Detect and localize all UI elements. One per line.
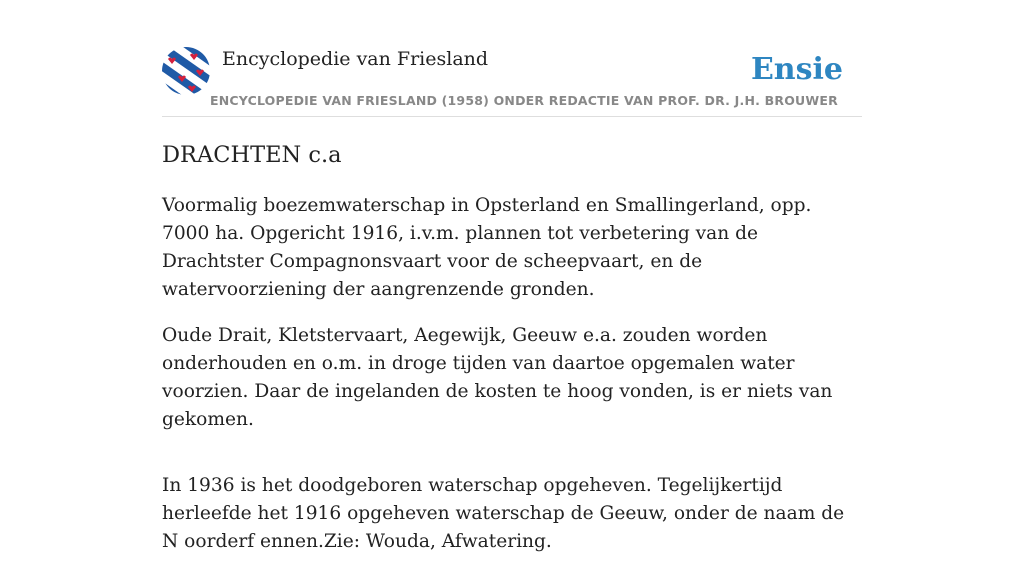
article-paragraph: In 1936 is het doodgeboren waterschap opgeheven. Tegelijkertijd herleefde het 1916 opgeheven waterschap de Geeuw, onder de naam de N oorderf ennen.Zie: Wouda, Afwatering. bbox=[162, 475, 845, 552]
article-paragraph: Oude Drait, Kletstervaart, Aegewijk, Geeuw e.a. zouden worden onderhouden en o.m. in droge tijden van daartoe opgemalen water voorzien. Daar de ingelanden de kosten te hoog vonden, is er niets van gekomen. bbox=[162, 325, 833, 430]
site-subtitle: ENCYCLOPEDIE VAN FRIESLAND (1958) ONDER REDACTIE VAN PROF. DR. J.H. BROUWER bbox=[210, 93, 838, 108]
article-body bbox=[162, 192, 862, 574]
brand-logo[interactable]: Ensie bbox=[750, 52, 843, 87]
page-title: DRACHTEN c.a bbox=[162, 142, 342, 168]
article-paragraph: Voormalig boezemwaterschap in Opsterland en Smallingerland, opp. 7000 ha. Opgericht 1916, i.v.m. plannen tot verbetering van de Drachtster Compagnonsvaart voor de scheepvaart, en de watervoorziening der aangrenzende gronden. bbox=[162, 195, 812, 300]
frisian-flag-icon[interactable] bbox=[162, 47, 210, 95]
site-header bbox=[162, 44, 862, 117]
site-title[interactable]: Encyclopedie van Friesland bbox=[222, 48, 489, 70]
